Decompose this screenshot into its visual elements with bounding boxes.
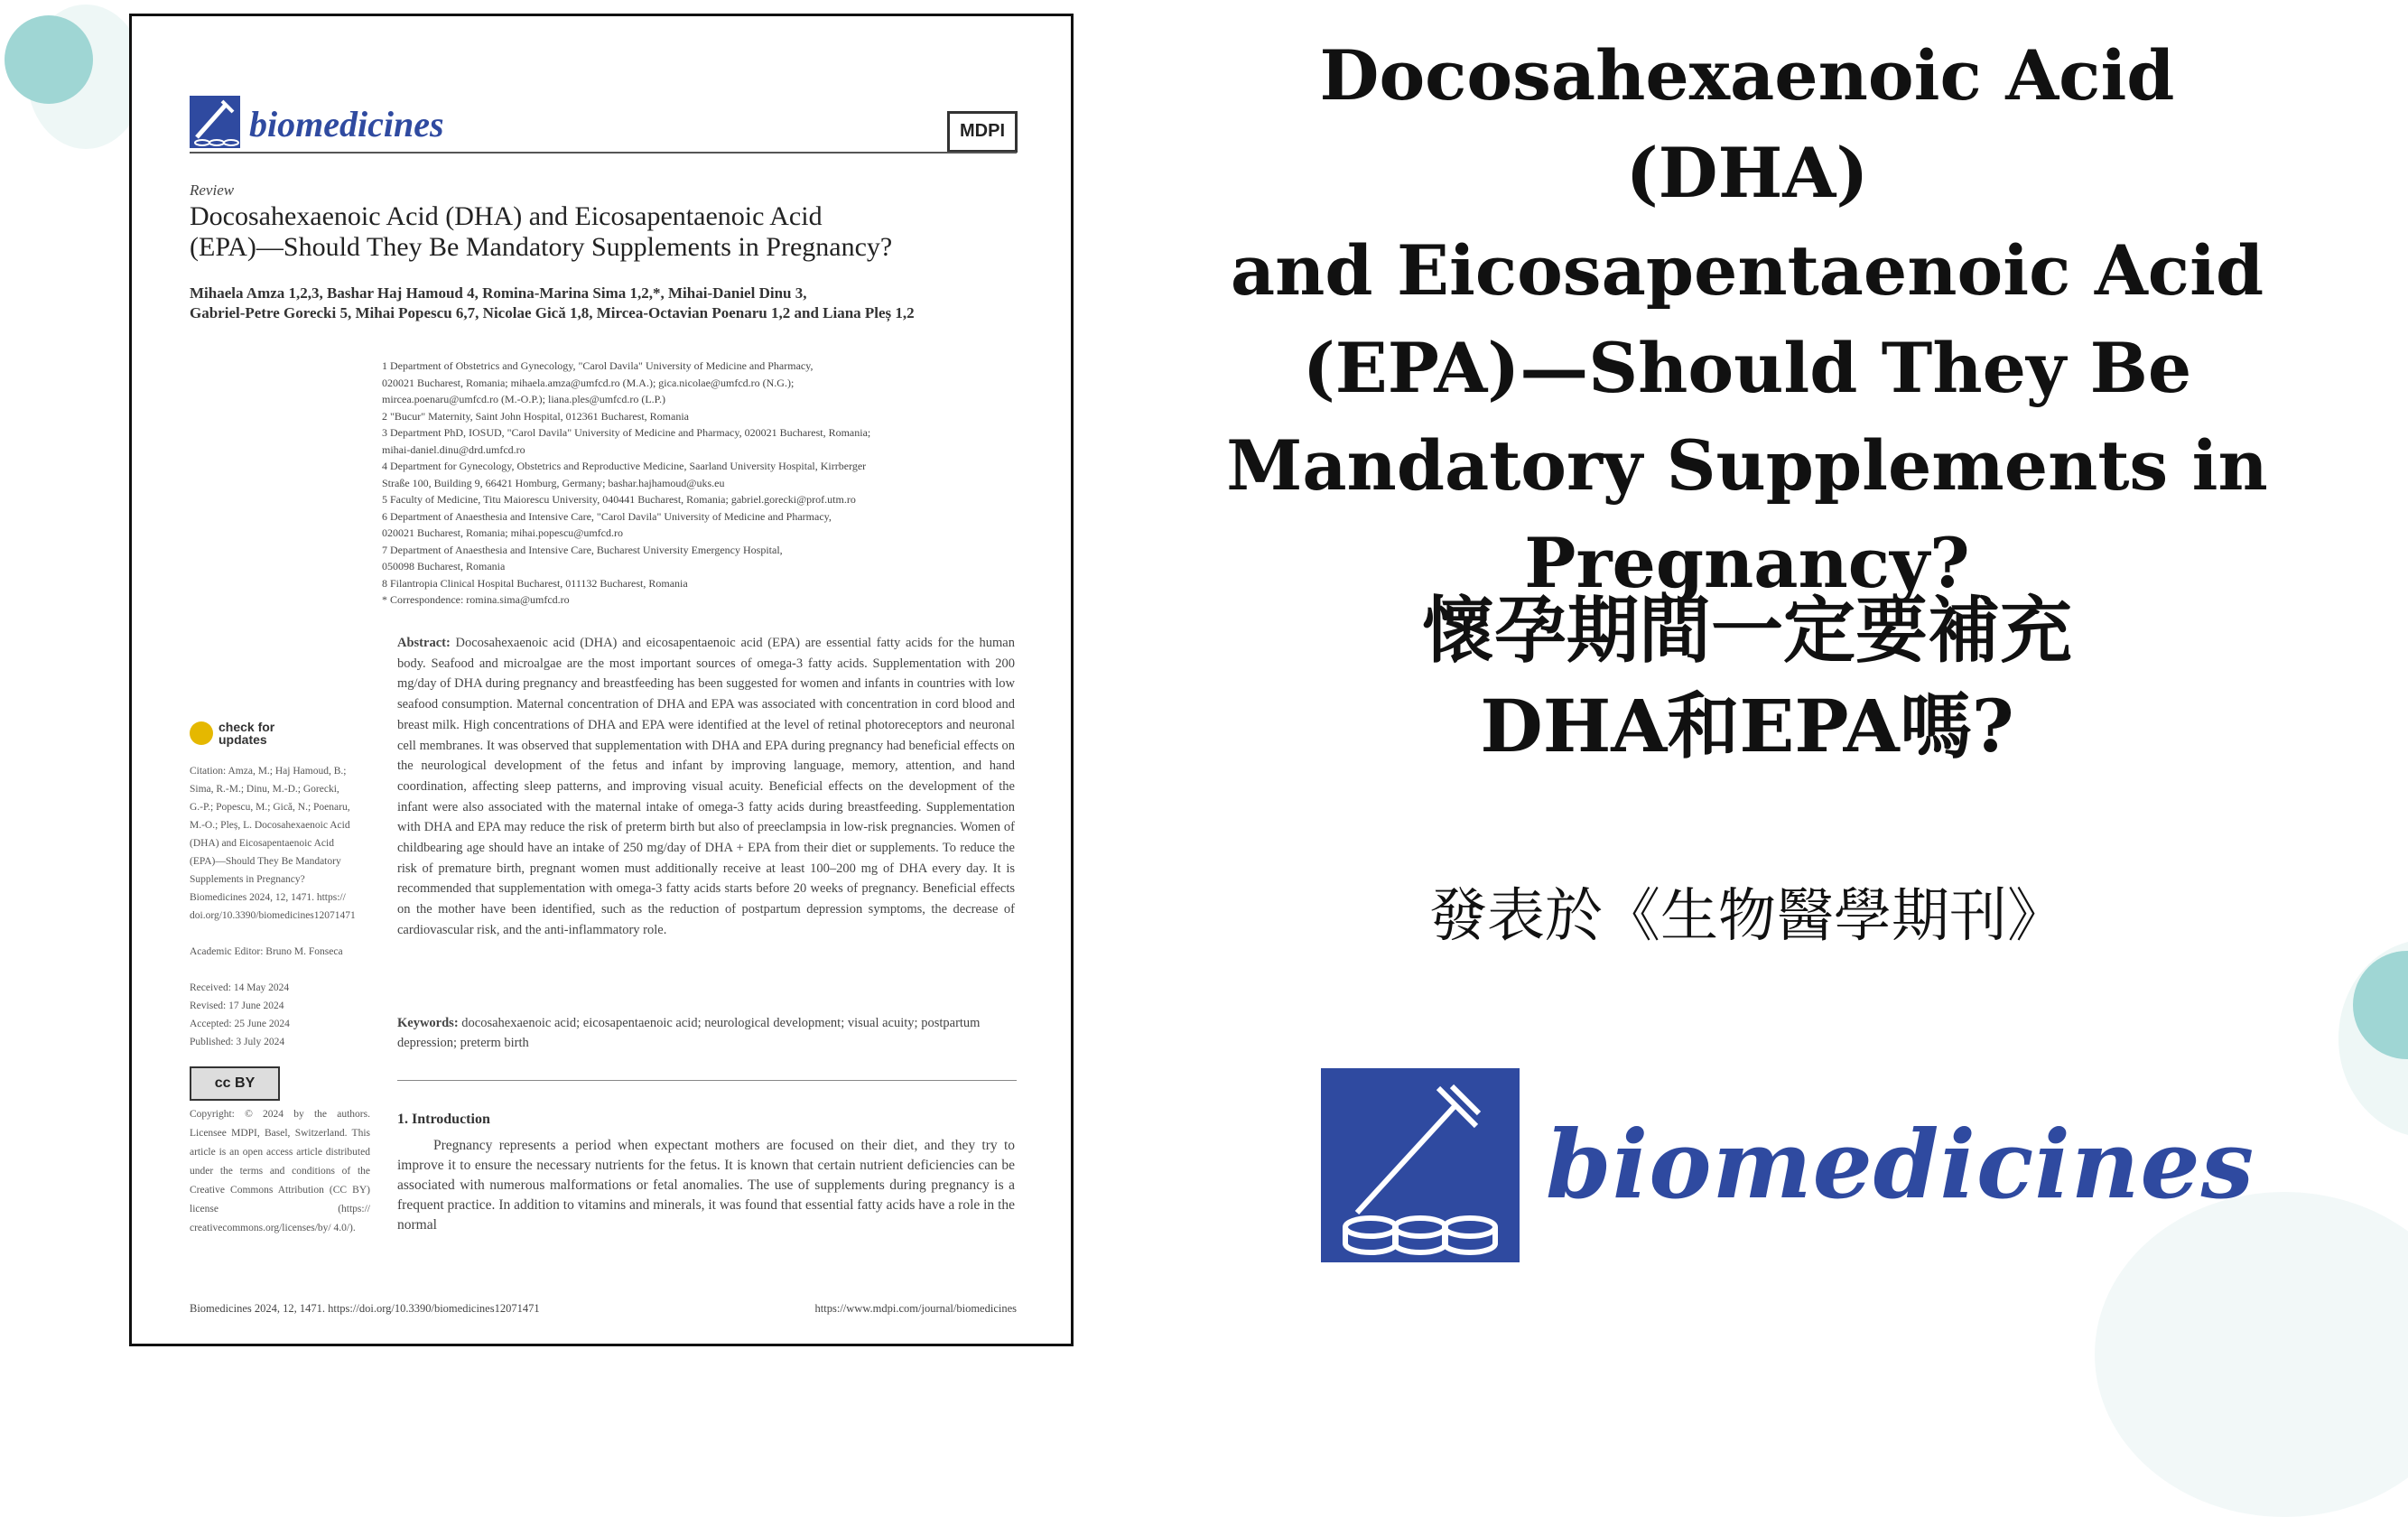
check-for-updates-badge[interactable]: check for updates xyxy=(190,721,274,746)
abstract xyxy=(397,633,1015,941)
citation-line: Academic Editor: Bruno M. Fonseca xyxy=(190,946,343,957)
introduction-text: Pregnancy represents a period when expectant mothers are focused on their diet, and they try to improve it to ensure the necessary nutrients for the fetus. It is known that certain nutrient deficiencies can be associated with numerous malformations or fetal anomalies. The use of supplements during pregnancy is a frequent practice. In addition to vitamins and minerals, it was found that essential fatty acids have a role in the normal xyxy=(397,1138,1015,1233)
paper-title: Docosahexaenoic Acid (DHA) and Eicosapentaenoic Acid (EPA)—Should They Be Mandatory Supplements in Pregnancy? xyxy=(190,201,893,262)
decor-circle-teal xyxy=(5,15,93,104)
affiliation-line: Straße 100, Building 9, 66421 Homburg, Germany; bashar.hajhamoud@uks.eu xyxy=(382,476,725,489)
affiliation-line: mircea.poenaru@umfcd.ro (M.-O.P.); liana.ples@umfcd.ro (L.P.) xyxy=(382,393,666,405)
citation-sidebar xyxy=(190,762,370,1051)
affiliations xyxy=(382,358,1014,609)
keywords: Keywords: docosahexaenoic acid; eicosapentaenoic acid; neurological development; visual acuity; postpartum depression; preterm birth xyxy=(397,1016,981,1050)
affiliation-line: 4 Department for Gynecology, Obstetrics and Reproductive Medicine, Saarland University Hospital, Kirrberger xyxy=(382,460,867,472)
citation-line: Revised: 17 June 2024 xyxy=(190,1000,284,1011)
article-type: Review xyxy=(190,181,235,199)
affiliation-line: 020021 Bucharest, Romania; mihai.popescu@umfcd.ro xyxy=(382,526,623,539)
citation-line xyxy=(190,925,370,943)
footer-url: https://www.mdpi.com/journal/biomedicines xyxy=(814,1302,1017,1315)
citation-line: (DHA) and Eicosapentaenoic Acid xyxy=(190,838,334,849)
citation-line xyxy=(190,961,370,979)
citation-line: Received: 14 May 2024 xyxy=(190,982,290,993)
biomedicines-logo-text: biomedicines xyxy=(1546,1109,2255,1220)
copyright-notice: Copyright: © 2024 by the authors. Licensee MDPI, Basel, Switzerland. This article is an open access article distributed under the terms and conditions of the Creative Commons Attribution (CC BY) license (https:// creativecommons.org/licenses/by/ 4.0/). xyxy=(190,1109,370,1233)
citation-line: G.-P.; Popescu, M.; Gică, N.; Poenaru, xyxy=(190,802,350,813)
citation-line: Sima, R.-M.; Dinu, M.-D.; Gorecki, xyxy=(190,784,339,795)
paper-first-page xyxy=(129,14,1074,1346)
abstract-label: Abstract: xyxy=(397,636,451,650)
citation-line: Published: 3 July 2024 xyxy=(190,1037,285,1047)
cc-license-icon: cc BY xyxy=(190,1066,280,1101)
citation-line: Supplements in Pregnancy? xyxy=(190,874,305,885)
affiliation-line: 3 Department PhD, IOSUD, "Carol Davila" University of Medicine and Pharmacy, 020021 Bucharest, Romania; xyxy=(382,426,871,439)
citation-line: M.-O.; Pleș, L. Docosahexaenoic Acid xyxy=(190,820,350,831)
affiliation-line: * Correspondence: romina.sima@umfcd.ro xyxy=(382,593,570,606)
citation-line: Accepted: 25 June 2024 xyxy=(190,1019,290,1029)
published-in: 發表於《生物醫學期刊》 xyxy=(1429,883,2065,950)
chinese-title: 懷孕期間一定要補充 DHA和EPA嗎? xyxy=(1422,588,2072,768)
affiliation-line: 5 Faculty of Medicine, Titu Maiorescu University, 040441 Bucharest, Romania; gabriel.gorecki@prof.utm.ro xyxy=(382,493,856,506)
affiliation-line: mihai-daniel.dinu@drd.umfcd.ro xyxy=(382,442,525,456)
affiliation-line: 1 Department of Obstetrics and Gynecology, "Carol Davila" University of Medicine and Pharmacy, xyxy=(382,359,814,372)
affiliation-line: 6 Department of Anaesthesia and Intensive Care, "Carol Davila" University of Medicine and Pharmacy, xyxy=(382,509,832,523)
footer-citation: Biomedicines 2024, 12, 1471. https://doi.org/10.3390/biomedicines12071471 xyxy=(190,1302,540,1315)
abstract-text: Docosahexaenoic acid (DHA) and eicosapentaenoic acid (EPA) are essential fatty acids for the human body. Seafood and microalgae are the most important sources of omega-3 fatty acids. Supplementation with 200 mg/day of DHA during pregnancy and breastfeeding has been suggested for women and infants in countries with low seafood consumption. Maternal concentration of DHA and EPA was associated with concentration in cord blood and breast milk. High concentrations of DHA and EPA were identified at the level of retinal photoreceptors and neuronal cell membranes. It was observed that supplementation with DHA and EPA during pregnancy had beneficial effects on the neurological development of the fetus and infant by improving language, memory, attention, and hand coordination, affecting sleep patterns, and improving visual acuity. Beneficial effects on the development of the infant were also associated with the maternal intake of omega-3 fatty acids during breastfeeding. Supplementation with DHA and EPA may reduce the risk of preterm birth but also of preeclampsia in low-risk pregnancies. Women of childbearing age should have an intake of 250 mg/day of DHA + EPA from their diet or supplements. To reduce the risk of premature birth, pregnant women must additionally receive at least 100–200 mg of DHA every day. It is recommended that supplementation with omega-3 fatty acids starts before 20 weeks of pregnancy. Beneficial effects on the mother have been identified, such as the reduction of postpartum depression symptoms, the decrease of cardiovascular risk, and the anti-inflammatory role. xyxy=(397,636,1015,937)
citation-line: Biomedicines 2024, 12, 1471. https:// xyxy=(190,892,346,903)
affiliation-line: 7 Department of Anaesthesia and Intensive Care, Bucharest University Emergency Hospital, xyxy=(382,543,783,556)
affiliation-line: 8 Filantropia Clinical Hospital Bucharest, 011132 Bucharest, Romania xyxy=(382,576,688,590)
introduction-heading: 1. Introduction xyxy=(397,1112,490,1127)
publisher-logo: MDPI xyxy=(947,111,1018,153)
decor-circle-light xyxy=(2095,1192,2408,1517)
citation-line: Citation: Amza, M.; Haj Hamoud, B.; xyxy=(190,766,347,777)
keywords-divider xyxy=(397,1080,1017,1081)
citation-line: (EPA)—Should They Be Mandatory xyxy=(190,856,341,867)
check-icon xyxy=(190,721,213,745)
header-divider xyxy=(190,152,1017,154)
author-list: Mihaela Amza 1,2,3, Bashar Haj Hamoud 4, Romina-Marina Sima 1,2,*, Mihai-Daniel Dinu 3, Gabriel-Petre Gorecki 5, Mihai Popescu 6,7, Nicolae Gică 1,8, Mircea-Octavian Poenaru 1,2 and Liana Pleș 1,2 xyxy=(190,284,915,321)
citation-line: doi.org/10.3390/biomedicines12071471 xyxy=(190,910,356,921)
journal-name: biomedicines xyxy=(249,104,444,144)
slide-title: Docosahexaenoic Acid (DHA) and Eicosapentaenoic Acid (EPA)—Should They Be Mandatory Supplements in Pregnancy? xyxy=(1226,35,2268,603)
affiliation-line: 050098 Bucharest, Romania xyxy=(382,560,506,572)
affiliation-line: 2 "Bucur" Maternity, Saint John Hospital, 012361 Bucharest, Romania xyxy=(382,409,689,423)
journal-logo-icon xyxy=(190,96,240,148)
affiliation-line: 020021 Bucharest, Romania; mihaela.amza@umfcd.ro (M.A.); gica.nicolae@umfcd.ro (N.G.); xyxy=(382,376,795,389)
biomedicines-logo-icon xyxy=(1321,1068,1520,1262)
